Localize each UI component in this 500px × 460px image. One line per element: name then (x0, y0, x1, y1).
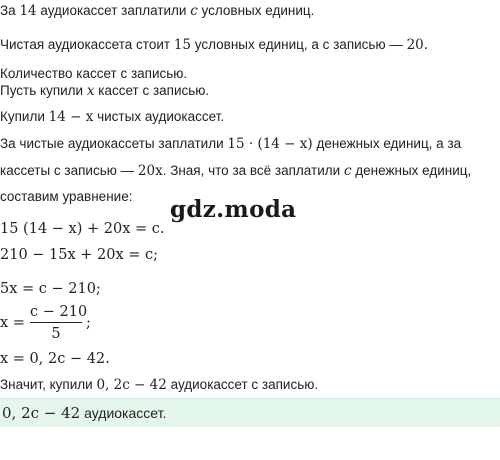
fraction-bar (30, 322, 82, 323)
text: составим уравнение: (0, 189, 133, 204)
equation-5: x = 0, 2c − 42. (0, 351, 110, 367)
text-line-4 (0, 82, 209, 100)
fraction (30, 304, 88, 342)
text: условных единиц. (201, 3, 315, 18)
math: 20x (137, 163, 163, 179)
math: 14 − x (48, 109, 94, 125)
text-line-8 (0, 188, 132, 206)
text: аудиокассет с записью. (170, 377, 319, 392)
text: кассет с записью. (98, 83, 210, 98)
text: кассеты с записью — (0, 163, 135, 178)
math: 20. (406, 37, 429, 53)
text: денежных единиц, (355, 163, 472, 178)
math-var: c (190, 3, 198, 19)
equation-2: 210 − 15x + 20x = c; (0, 247, 159, 263)
text-line-5 (0, 108, 224, 126)
text-line-6 (0, 135, 461, 153)
math-var: c (343, 163, 352, 179)
math-var: x (86, 83, 95, 99)
answer-box (0, 398, 500, 427)
answer-line (2, 404, 166, 422)
text: За чистые аудиокассеты заплатили (0, 136, 224, 151)
math: 15 · (14 − x) (227, 136, 313, 152)
fraction-denominator: 5 (51, 326, 61, 342)
watermark-logo: gdz.moda (170, 196, 297, 223)
math: 0, 2c − 42 (96, 377, 167, 393)
text: чистых аудиокассет. (97, 109, 225, 124)
math: 0, 2c − 42 (2, 404, 81, 422)
math: 15 (173, 37, 192, 53)
text-line-7 (0, 162, 471, 180)
text: денежных единиц, а за (316, 136, 462, 151)
conclusion-line (0, 376, 318, 394)
text: условных единиц, а с записью — (194, 37, 403, 52)
equation-3: 5x = c − 210; (0, 281, 101, 297)
equation-lhs: x = (0, 315, 25, 331)
text: Пусть купили (0, 83, 84, 98)
math: 14 (19, 3, 37, 19)
text: аудиокассет заплатили (40, 3, 187, 18)
text: За (0, 3, 16, 18)
text-line-2 (0, 36, 428, 54)
text-line-3 (0, 65, 187, 83)
text: Купили (0, 109, 45, 124)
text-line-1 (0, 2, 314, 20)
fraction-numerator: c − 210 (30, 304, 88, 320)
text: . Зная, что за всё заплатили (162, 163, 341, 178)
text: Чистая аудиокассета стоит (0, 37, 171, 52)
text: Количество кассет с записью. (0, 66, 188, 81)
text: аудиокассет. (84, 405, 167, 421)
text: Значит, купили (0, 377, 93, 392)
punctuation: ; (86, 315, 91, 331)
equation-1: 15 (14 − x) + 20x = c. (0, 221, 165, 237)
